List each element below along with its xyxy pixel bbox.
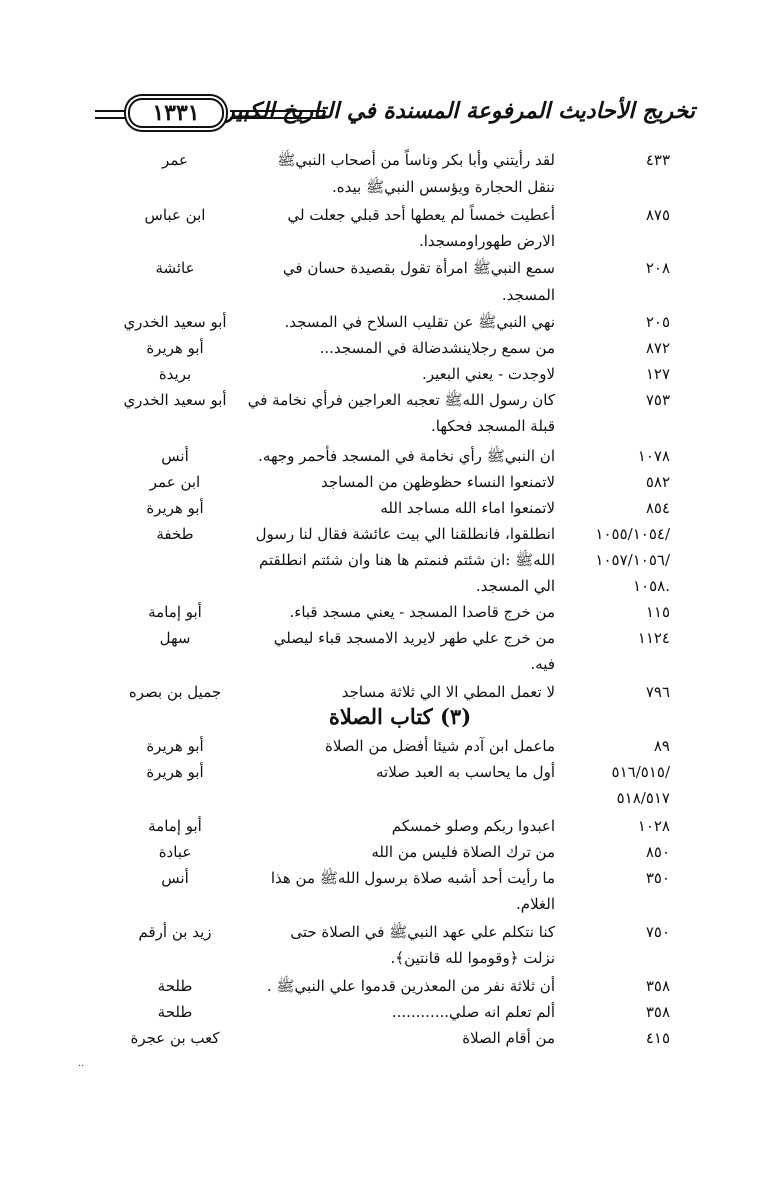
narrator: عائشة bbox=[155, 259, 195, 277]
hadith-text-line: الغلام. bbox=[516, 895, 555, 913]
narrator: أبو هريرة bbox=[146, 339, 204, 357]
narrator: أنس bbox=[161, 447, 189, 465]
hadith-number-cont: ٥١٨/٥١٧ bbox=[616, 789, 670, 807]
hadith-number: ١٠٢٨ bbox=[637, 817, 670, 835]
hadith-text-line: اللهﷺ :ان شئتم فنمتم ها هنا وان شئتم انطلقتم bbox=[259, 551, 555, 569]
narrator: أبو هريرة bbox=[146, 763, 204, 781]
hadith-text-line: من سمع رجلاينشدضالة في المسجد... bbox=[319, 339, 555, 357]
page-number: ١٣٣١ bbox=[128, 98, 224, 128]
hadith-text-line: من خرج علي طهر لايريد الامسجد قباء ليصلي bbox=[273, 629, 555, 647]
hadith-number: ١١٢٤ bbox=[637, 629, 670, 647]
hadith-text-line: كان رسول اللهﷺ تعجبه العراجين فرأي نخامة في bbox=[247, 391, 555, 409]
narrator: أبو هريرة bbox=[146, 737, 204, 755]
hadith-text-line: ما رأيت أحد أشبه صلاة برسول اللهﷺ من هذا bbox=[270, 869, 555, 887]
hadith-text-line: قبلة المسجد فحكها. bbox=[431, 417, 555, 435]
hadith-text-line: الارض طهوراومسجدا. bbox=[418, 232, 555, 250]
hadith-number: ٨٩ bbox=[653, 737, 670, 755]
narrator: أبو إمامة bbox=[148, 603, 202, 621]
running-title: تخريج الأحاديث المرفوعة المسندة في التاريخ الكبير bbox=[224, 98, 695, 124]
hadith-number: /٥١٦/٥١٥ bbox=[611, 763, 670, 781]
hadith-text-line: الي المسجد. bbox=[475, 577, 555, 595]
hadith-number: ٨٧٥ bbox=[645, 206, 670, 224]
table-row-cont bbox=[0, 892, 765, 922]
hadith-number-cont: .١٠٥٨ bbox=[632, 577, 670, 595]
hadith-text-line: ننقل الحجارة ويؤسس النبيﷺ بيده. bbox=[332, 178, 555, 196]
table-row-cont bbox=[0, 652, 765, 682]
hadith-number: ٢٠٨ bbox=[645, 259, 670, 277]
hadith-text-line: لاتمنعوا النساء حظوظهن من المساجد bbox=[321, 473, 555, 491]
hadith-text-line: انطلقوا، فانطلقنا الي بيت عائشة فقال لنا رسول bbox=[255, 525, 555, 543]
hadith-text-line: ماعمل ابن آدم شيئا أفضل من الصلاة bbox=[325, 737, 555, 755]
hadith-text-line: فيه. bbox=[530, 655, 555, 673]
narrator: عمر bbox=[162, 151, 188, 169]
hadith-number: ٢٠٥ bbox=[645, 313, 670, 331]
hadith-number: ٣٥٨ bbox=[645, 977, 670, 995]
hadith-text-line: لاتمنعوا اماء الله مساجد الله bbox=[380, 499, 555, 517]
hadith-text-line: اعبدوا ربكم وصلو خمسكم bbox=[391, 817, 555, 835]
hadith-text-line: لا تعمل المطي الا الي ثلاثة مساجد bbox=[341, 683, 555, 701]
narrator: أبو هريرة bbox=[146, 499, 204, 517]
hadith-text-line: أن ثلاثة نفر من المعذرين قدموا علي النبيﷺ . bbox=[266, 977, 555, 995]
hadith-number: ٧٥٠ bbox=[645, 923, 670, 941]
hadith-text-line: نزلت ﴿وقوموا لله قانتين﴾. bbox=[390, 949, 555, 967]
hadith-text-line: ألم تعلم انه صلي............ bbox=[391, 1003, 555, 1021]
narrator: ابن عباس bbox=[144, 206, 206, 224]
narrator: جميل بن بصره bbox=[128, 683, 222, 701]
narrator: ابن عمر bbox=[149, 473, 201, 491]
hadith-number-cont: /١٠٥٧/١٠٥٦ bbox=[595, 551, 670, 569]
narrator: كعب بن عجرة bbox=[130, 1029, 220, 1047]
hadith-text-line: المسجد. bbox=[501, 286, 555, 304]
hadith-number: ١١٥ bbox=[645, 603, 670, 621]
footer-mark: .. bbox=[78, 1058, 85, 1069]
table-row-cont bbox=[0, 946, 765, 976]
hadith-text-line: أول ما يحاسب به العبد صلاته bbox=[376, 763, 555, 781]
narrator: أبو إمامة bbox=[148, 817, 202, 835]
hadith-number: ١٠٧٨ bbox=[637, 447, 670, 465]
hadith-number: ٧٥٣ bbox=[645, 391, 670, 409]
hadith-text-line: لاوجدت - يعني البعير. bbox=[422, 365, 555, 383]
table-row-cont bbox=[0, 229, 765, 259]
narrator: بريدة bbox=[158, 365, 192, 383]
hadith-number: ١٢٧ bbox=[645, 365, 670, 383]
table-row bbox=[0, 256, 765, 286]
hadith-text-line: سمع النبيﷺ امرأة تقول بقصيدة حسان في bbox=[282, 259, 555, 277]
narrator: سهل bbox=[159, 629, 191, 647]
hadith-number: ٣٥٨ bbox=[645, 1003, 670, 1021]
hadith-number: ٣٥٠ bbox=[645, 869, 670, 887]
hadith-text-line: لقد رأيتني وأبا بكر وناساً من أصحاب النبيﷺ bbox=[277, 151, 555, 169]
table-row-cont bbox=[0, 786, 765, 816]
narrator: عبادة bbox=[158, 843, 192, 861]
hadith-number: ٥٨٢ bbox=[645, 473, 670, 491]
narrator: طلحة bbox=[157, 1003, 193, 1021]
table-row bbox=[0, 148, 765, 178]
hadith-number: ٨٧٢ bbox=[645, 339, 670, 357]
narrator: زيد بن أرقم bbox=[138, 923, 212, 941]
hadith-text-line: من أقام الصلاة bbox=[462, 1029, 555, 1047]
hadith-number: /١٠٥٥/١٠٥٤ bbox=[595, 525, 670, 543]
hadith-number: ٤١٥ bbox=[645, 1029, 670, 1047]
table-row bbox=[0, 1026, 765, 1056]
narrator: أنس bbox=[161, 869, 189, 887]
hadith-text-line: من ترك الصلاة فليس من الله bbox=[371, 843, 555, 861]
table-row-cont bbox=[0, 175, 765, 205]
narrator: طلحة bbox=[157, 977, 193, 995]
hadith-text-line: ان النبيﷺ رأي نخامة في المسجد فأحمر وجهه. bbox=[258, 447, 555, 465]
narrator: طخفة bbox=[156, 525, 194, 543]
hadith-text-line: كنا نتكلم علي عهد النبيﷺ في الصلاة حتى bbox=[290, 923, 555, 941]
hadith-text-line: من خرج قاصدا المسجد - يعني مسجد قباء. bbox=[289, 603, 555, 621]
narrator: أبو سعيد الخدري bbox=[123, 313, 227, 331]
table-row-cont bbox=[0, 283, 765, 313]
hadith-text-line: نهي النبيﷺ عن تقليب السلاح في المسجد. bbox=[284, 313, 555, 331]
hadith-number: ٧٩٦ bbox=[645, 683, 670, 701]
table-row-cont bbox=[0, 414, 765, 444]
hadith-text-line: أعطيت خمساً لم يعطها أحد قبلي جعلت لي bbox=[287, 206, 555, 224]
hadith-number: ٨٥٠ bbox=[645, 843, 670, 861]
section-heading: (٣) كتاب الصلاة bbox=[328, 704, 472, 729]
hadith-number: ٨٥٤ bbox=[645, 499, 670, 517]
hadith-number: ٤٣٣ bbox=[645, 151, 670, 169]
narrator: أبو سعيد الخدري bbox=[123, 391, 227, 409]
